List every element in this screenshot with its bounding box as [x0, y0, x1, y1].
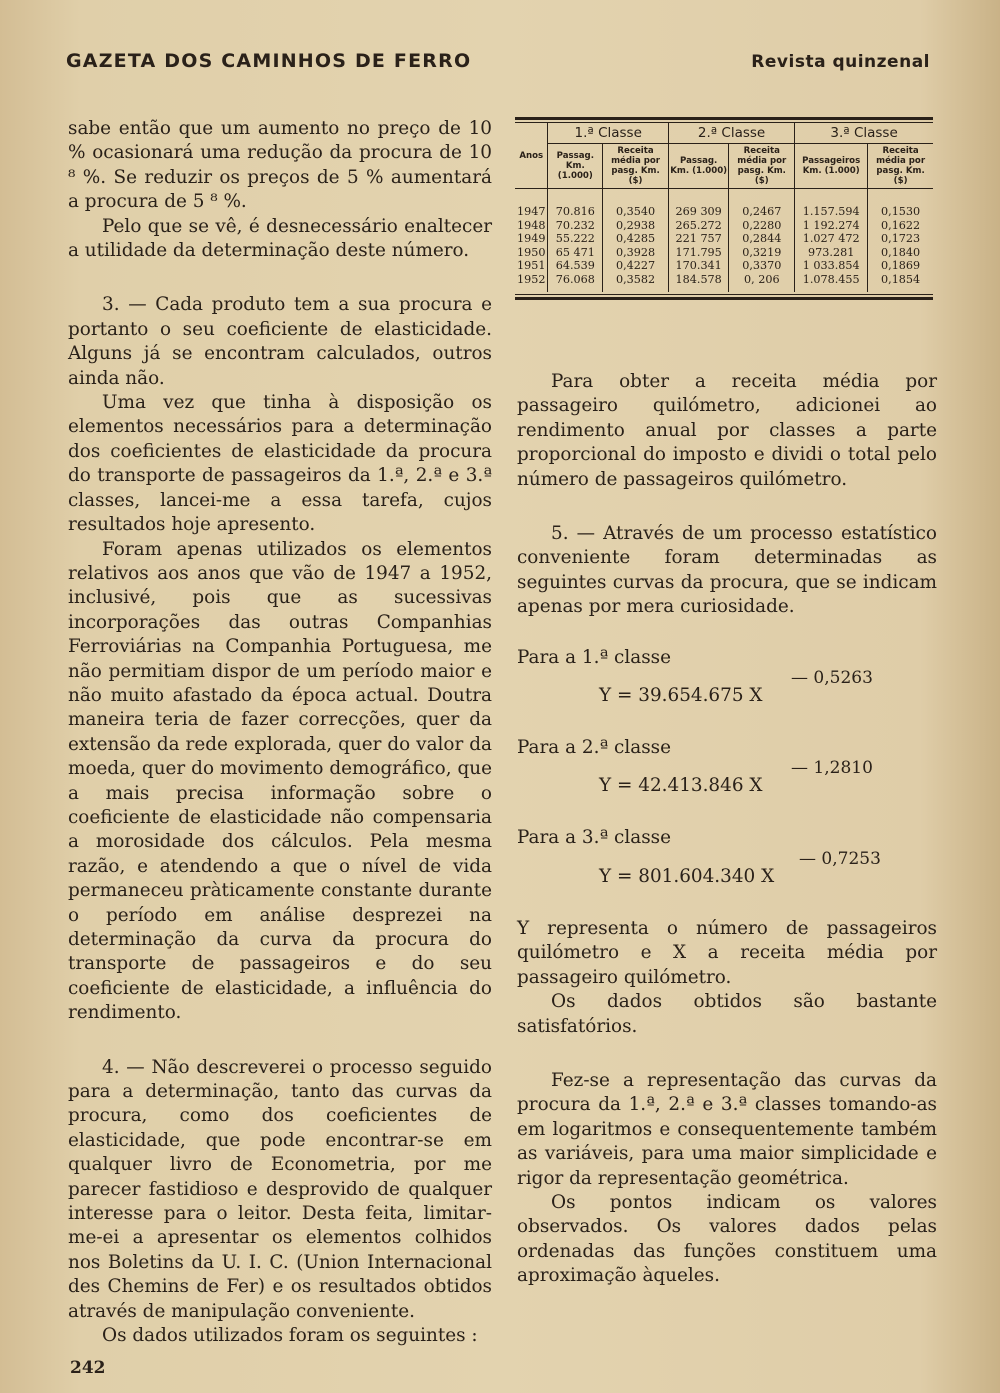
table-row	[515, 232, 933, 246]
table-cell: 1.027 472	[795, 232, 868, 246]
table-cell: 64.539	[548, 259, 603, 273]
equation-class-3	[599, 848, 937, 897]
paragraph: Foram apenas utilizados os elementos relativos aos anos que vão de 1947 a 1952, inclusivé, pois que as sucessivas incorporações das outras Companhias Ferroviárias na Companhia Portuguesa, me não permitiam dispor de um período maior e não muito afastado da época actual. Doutra maneira teria de fazer correcções, quer da extensão da rede explorada, quer do valor da moeda, quer do movimento demográfico, que a mais precisa informação sobre o coeficiente de elasticidade não compensaria a morosidade dos cálculos. Pela mesma razão, e atendendo a que o nível de vida permaneceu pràticamente constante durante o período em análise desprezei na determinação da curva da procura do transporte de passageiros e do seu coeficiente de elasticidade, a influência do rendimento.	[68, 538, 492, 1024]
equation-body: Y = 42.413.846 X	[599, 775, 763, 797]
paragraph: Os dados obtidos são bastante satisfatórios.	[517, 991, 937, 1037]
column-header: Passag. Km. (1.000)	[668, 144, 728, 189]
table-cell: 171.795	[668, 246, 728, 260]
table-cell: 973.281	[795, 246, 868, 260]
paragraph: Para obter a receita média por passageiro quilómetro, adicionei ao rendimento anual por classes a parte proporcional do imposto e dividi o total pelo número de passageiros quilómetro.	[517, 371, 937, 490]
page-header	[66, 50, 930, 72]
table-cell: 0, 206	[729, 273, 795, 292]
paragraph: Fez-se a representação das curvas da procura da 1.ª, 2.ª e 3.ª classes tomando-as em logaritmos e consequentemente também as variáveis, para uma maior simplicidade e rigor da representação geométrica.	[517, 1069, 937, 1189]
paragraph: Y representa o número de passageiros quilómetro e X a receita média por passageiro quilómetro.	[517, 917, 937, 988]
table-cell: 184.578	[668, 273, 728, 292]
right-column	[517, 370, 937, 1289]
table-cell: 1950	[517, 245, 546, 259]
table-cell: 76.068	[548, 273, 603, 292]
class-3-header: 3.ª Classe	[795, 123, 933, 144]
table-cell: 269 309	[668, 189, 728, 219]
table-cell: 1.157.594	[795, 189, 868, 219]
table-cell: 0,2844	[729, 232, 795, 246]
table-cell: 170.341	[668, 259, 728, 273]
table-row	[515, 259, 933, 273]
table-cell: 65 471	[548, 246, 603, 260]
table-cell: 0,2938	[603, 219, 669, 233]
table-cell: 0,1530	[868, 189, 933, 219]
table-cell: 0,2467	[729, 189, 795, 219]
class-1-header: 1.ª Classe	[548, 123, 668, 144]
equation-exponent: — 0,5263	[791, 668, 873, 689]
table-row	[515, 219, 933, 233]
journal-subtitle: Revista quinzenal	[751, 52, 930, 72]
table-cell: 0,2280	[729, 219, 795, 233]
table-cell: 1 033.854	[795, 259, 868, 273]
paragraph: Pelo que se vê, é desnecessário enaltecer a utilidade da determinação deste número.	[68, 215, 492, 262]
table-cell: 1.078.455	[795, 273, 868, 292]
left-column	[68, 117, 492, 1349]
table-cell: 70.232	[548, 219, 603, 233]
equation-label: Para a 3.ª classe	[517, 827, 671, 849]
table-cell: 0,1723	[868, 232, 933, 246]
table-cell: 221 757	[668, 232, 728, 246]
equation-exponent: — 1,2810	[791, 758, 873, 779]
column-header: Passageiros Km. (1.000)	[795, 144, 868, 189]
table-row	[515, 246, 933, 260]
table-cell: 1949	[517, 232, 546, 246]
paragraph: Os dados utilizados foram os seguintes :	[102, 1325, 478, 1347]
table-cell: 0,3219	[729, 246, 795, 260]
table-cell: 0,4285	[603, 232, 669, 246]
table-cell: 0,1869	[868, 259, 933, 273]
table-cell: 1952	[517, 272, 546, 286]
table-row	[515, 189, 933, 219]
table-cell: 1 192.274	[795, 219, 868, 233]
table-cell: 0,4227	[603, 259, 669, 273]
column-header: Passag. Km. (1.000)	[548, 144, 603, 189]
table-cell: 265.272	[668, 219, 728, 233]
paragraph: sabe então que um aumento no preço de 10 % ocasionará uma redução da procura de 10 ⁸ %. Se reduzir os preços de 5 % aumentará a procura de 5 ⁸ %.	[68, 118, 492, 213]
data-table	[515, 117, 933, 300]
equation-label: Para a 1.ª classe	[517, 646, 671, 668]
table-cell: 1947	[517, 205, 546, 218]
table-cell: 1951	[517, 259, 546, 273]
section-5-paragraph: 5. — Através de um processo estatístico conveniente foram determinadas as seguintes curvas da procura, que se indicam apenas por mera curiosidade.	[517, 523, 937, 618]
journal-title: GAZETA DOS CAMINHOS DE FERRO	[66, 50, 472, 72]
table-cell: 0,1840	[868, 246, 933, 260]
year-header: Anos	[515, 123, 548, 189]
paragraph: Os pontos indicam os valores observados. Os valores dados pelas ordenadas das funções constituem uma aproximação àqueles.	[517, 1191, 937, 1287]
table-cell: 0,1854	[868, 273, 933, 292]
section-4-paragraph: 4. — Não descreverei o processo seguido para a determinação, tanto das curvas da procura, como dos coeficientes de elasticidade, que pode encontrar-se em qualquer livro de Econometria, por me parecer fastidioso e desprovido de qualquer interesse para o leitor. Desta feita, limitar-me-ei a apresentar os elementos colhidos nos Boletins da U. I. C. (Union Internacional des Chemins de Fer) e os resultados obtidos através de manipulação conveniente.	[68, 1056, 492, 1322]
class-2-header: 2.ª Classe	[668, 123, 794, 144]
table-cell: 0,3582	[603, 273, 669, 292]
table-cell: 70.816	[548, 189, 603, 219]
table-cell: 1948	[517, 218, 546, 232]
column-header: Receita média por pasg. Km. ($)	[603, 144, 669, 189]
table-row	[515, 273, 933, 292]
paragraph: Uma vez que tinha à disposição os elementos necessários para a determinação dos coeficientes de elasticidade da procura do transporte de passageiros da 1.ª, 2.ª e 3.ª classes, lancei-me a essa tarefa, cujos resultados hoje apresento.	[68, 392, 492, 536]
table-cell: 0,3540	[603, 189, 669, 219]
table-cell: 0,3370	[729, 259, 795, 273]
equation-label: Para a 2.ª classe	[517, 737, 671, 759]
table-cell: 55.222	[548, 232, 603, 246]
table-cell: 0,3928	[603, 246, 669, 260]
page-number: 242	[70, 1358, 106, 1378]
section-3-paragraph: 3. — Cada produto tem a sua procura e portanto o seu coeficiente de elasticidade. Alguns já se encontram calculados, outros ainda não.	[68, 294, 492, 389]
equation-class-2	[599, 758, 937, 806]
table-cell: 0,1622	[868, 219, 933, 233]
column-header: Receita média por pasg. Km. ($)	[868, 144, 933, 189]
equation-class-1	[599, 668, 937, 716]
equation-body: Y = 39.654.675 X	[599, 685, 763, 707]
column-header: Receita média por pasg. Km. ($)	[729, 144, 795, 189]
equation-body: Y = 801.604.340 X	[599, 865, 775, 887]
equation-exponent: — 0,7253	[799, 848, 881, 869]
